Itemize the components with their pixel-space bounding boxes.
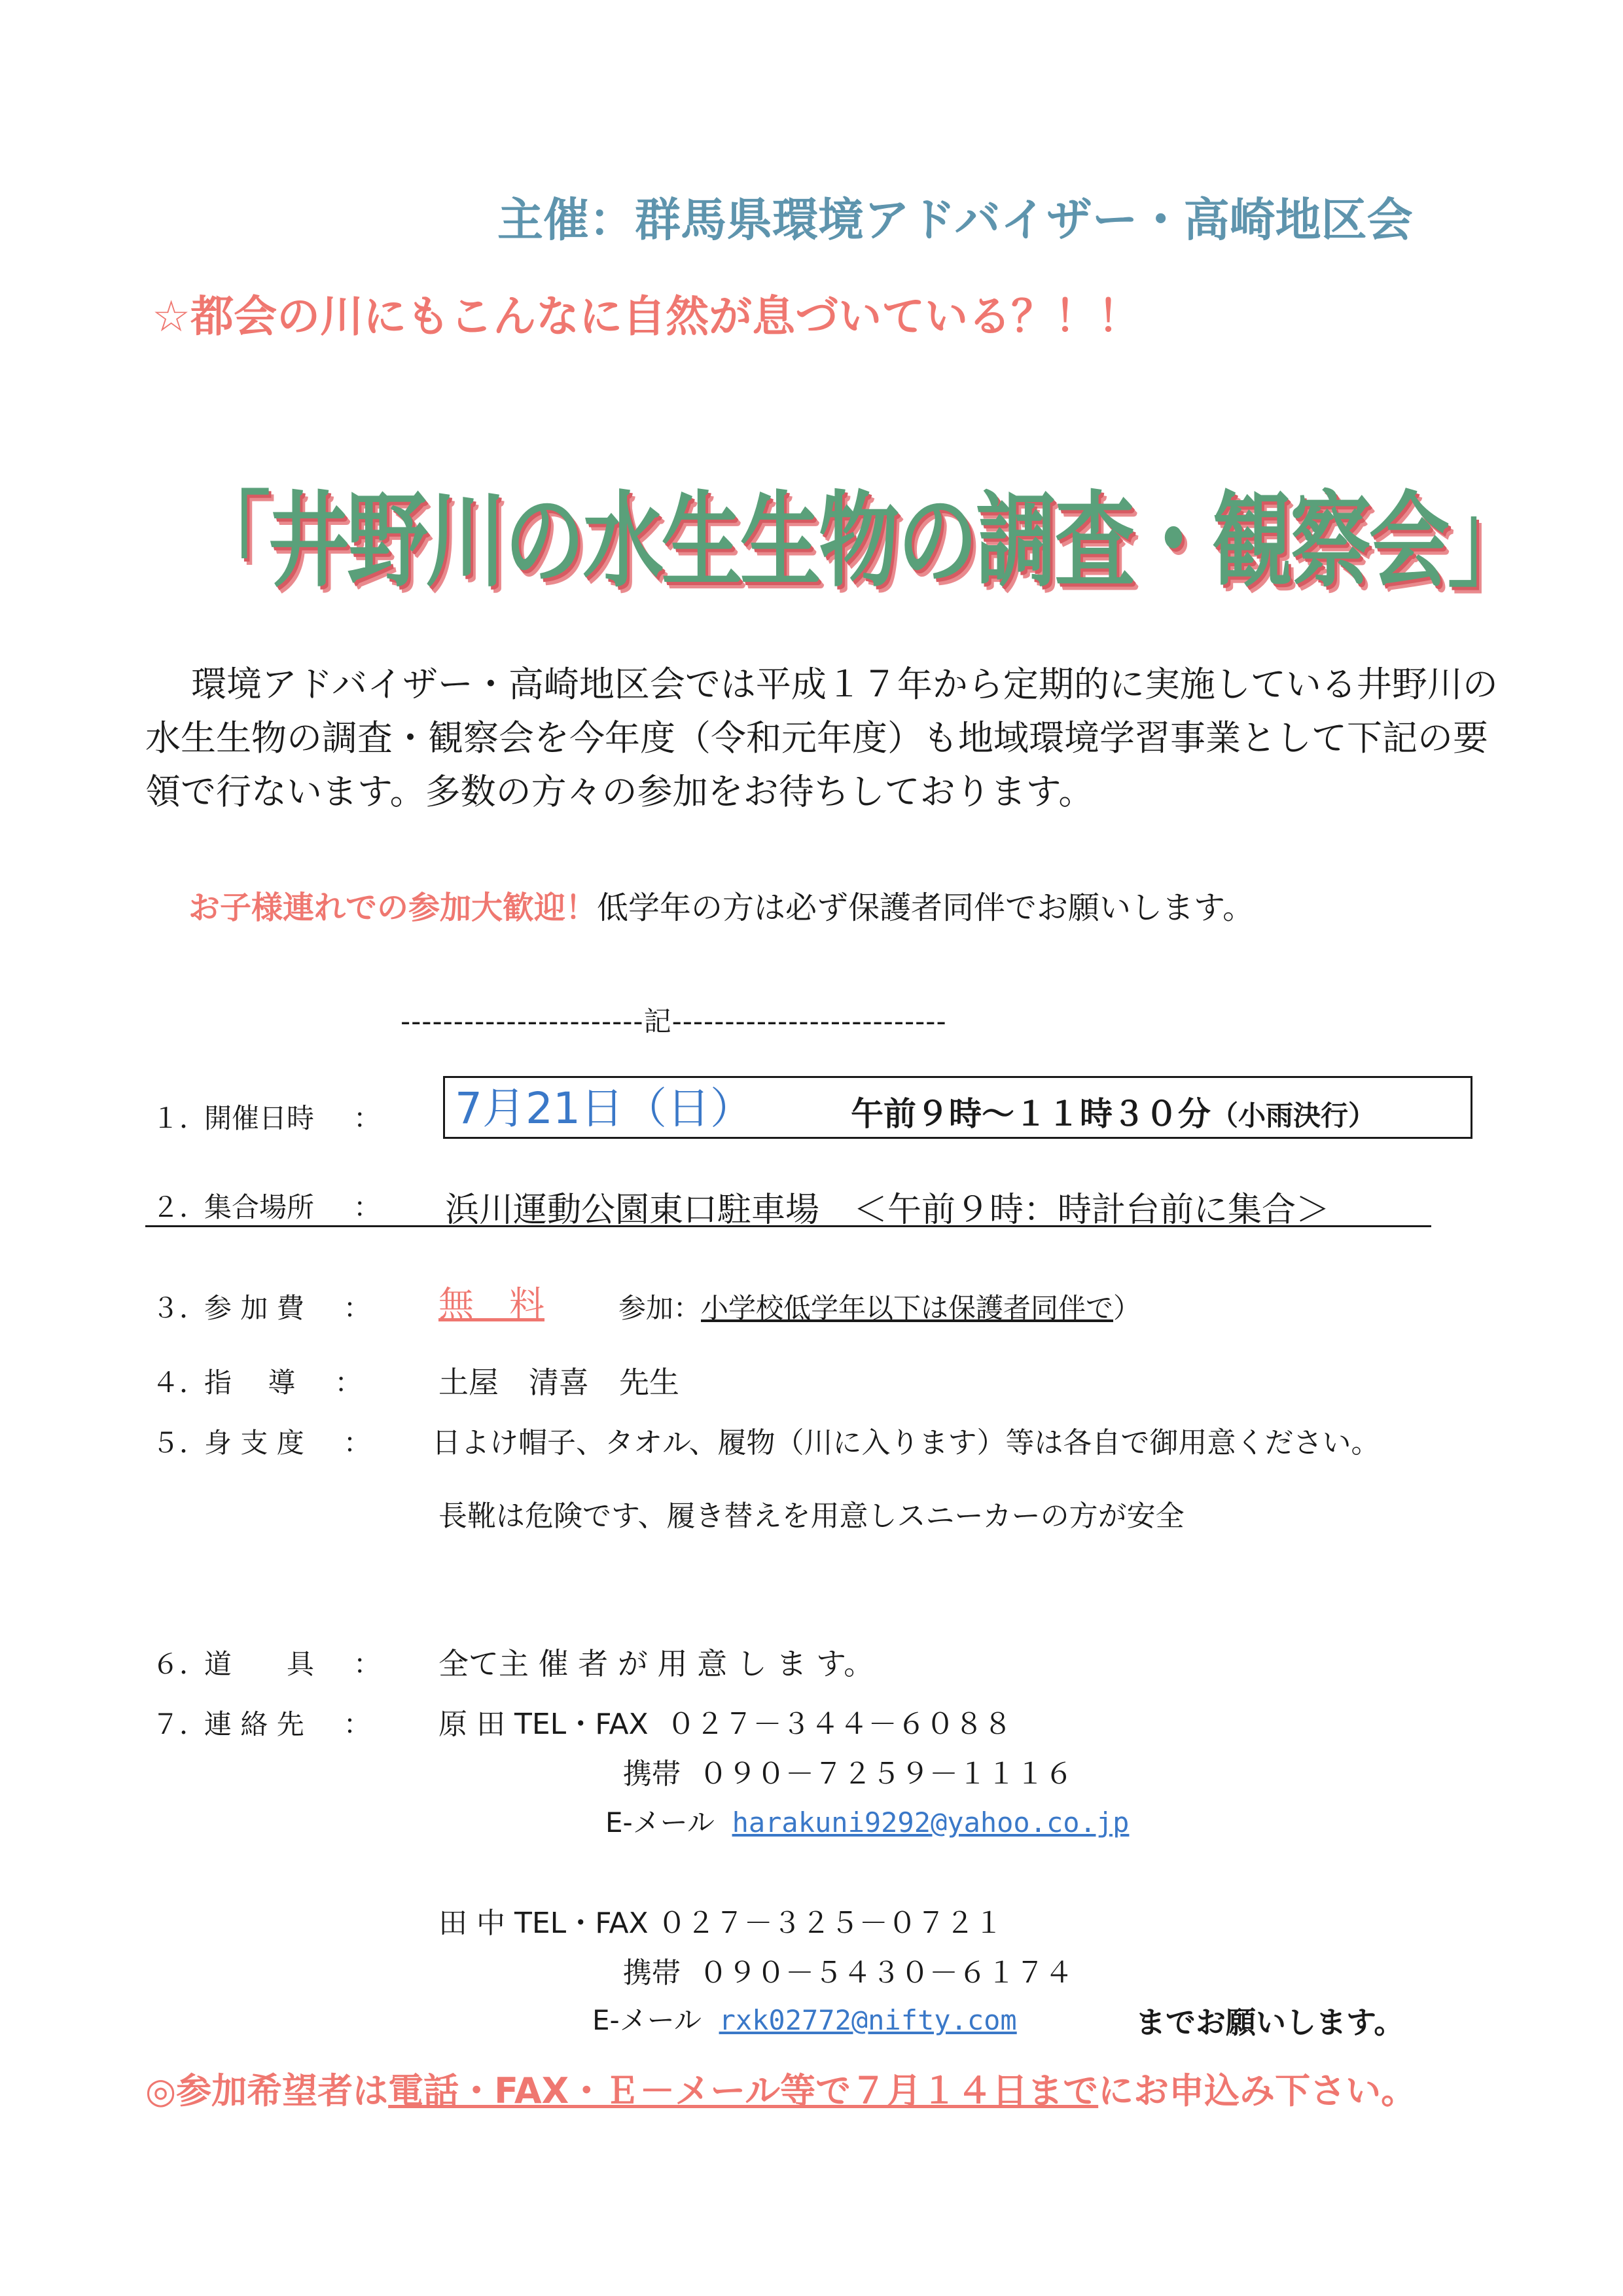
intro-paragraph	[145, 658, 1500, 819]
prep-value: 日よけ帽子、タオル、履物（川に入ります）等は各自で御用意ください。	[432, 1426, 1380, 1460]
intro-text: 環境アドバイザー・高崎地区会では平成１７年から定期的に実施している井野川の水生生物の調査・観察会を今年度（令和元年度）も地域環境学習事業として下記の要領で行ないます。多数の方々の参加をお待ちしております。	[145, 664, 1498, 812]
place-underline	[145, 1225, 1431, 1227]
kids-welcome	[188, 882, 1254, 927]
item-place-label: ２．集合場所 ：	[152, 1191, 382, 1223]
contact-closing: までお願いします。	[1135, 2005, 1404, 2040]
kids-highlight: お子様連れでの参加大歓迎！	[188, 889, 597, 926]
contact-harada-email: E-メール harakuni9292@yahoo.co.jp	[605, 1806, 1130, 1839]
fee-value: 無 料	[438, 1283, 544, 1325]
contact-tanaka-tel: 田 中 TEL・FAX ０２７－３２５－０７２１	[438, 1907, 1003, 1940]
main-title: 「井野川の水生生物の調査・観察会」	[190, 481, 1527, 601]
harada-email-link[interactable]: harakuni9292@yahoo.co.jp	[732, 1806, 1130, 1839]
fee-note: 参加：小学校低学年以下は保護者同伴で）	[618, 1292, 1141, 1324]
contact-harada-tel: 原 田 TEL・FAX ０２７－３４４－６０８８	[438, 1708, 1012, 1741]
contact-tanaka-email: E-メール rxk02772@nifty.com	[592, 2004, 1017, 2036]
contact-harada-mobile: 携帯 ０９０－７２５９－１１１６	[623, 1757, 1073, 1791]
tanaka-email-link[interactable]: rxk02772@nifty.com	[719, 2004, 1017, 2036]
event-time: 午前９時～１１時３０分（小雨決行）	[851, 1095, 1376, 1133]
place-value: 浜川運動公園東口駐車場 ＜午前９時：時計台前に集合＞	[445, 1191, 1330, 1230]
kids-note: 低学年の方は必ず保護者同伴でお願いします。	[597, 889, 1255, 926]
item-instructor-label: ４．指 導 ：	[152, 1367, 363, 1399]
event-date: 7月21日（日）	[455, 1083, 753, 1134]
contact-tanaka-mobile: 携帯 ０９０－５４３０－６１７４	[623, 1956, 1073, 1990]
item-date-label: １．開催日時 ：	[152, 1102, 382, 1134]
final-notice: ◎参加希望者は電話・FAX・Ｅ－メール等で７月１４日までにお申込み下さい。	[145, 2070, 1417, 2111]
item-prep-label: ５．身 支 度 ：	[152, 1427, 371, 1459]
prep-value-2: 長靴は危険です、履き替えを用意しスニーカーの方が安全	[438, 1499, 1185, 1533]
organizer-text: 主催：群馬県環境アドバイザー・高崎地区会	[497, 193, 1413, 247]
rain-note: （小雨決行）	[1211, 1100, 1376, 1132]
instructor-value: 土屋 清喜 先生	[438, 1365, 679, 1400]
item-fee-label: ３．参 加 費 ：	[152, 1292, 371, 1324]
item-contact-label: ７．連 絡 先 ：	[152, 1708, 371, 1740]
item-tools-label: ６．道 具 ：	[152, 1648, 382, 1680]
ki-separator: -----------------------記--------------------------	[401, 1005, 947, 1037]
tools-value: 全て主 催 者 が 用 意 し ま す。	[438, 1646, 874, 1681]
tagline-text: ☆都会の川にもこんなに自然が息づいている？！！	[152, 291, 1141, 342]
